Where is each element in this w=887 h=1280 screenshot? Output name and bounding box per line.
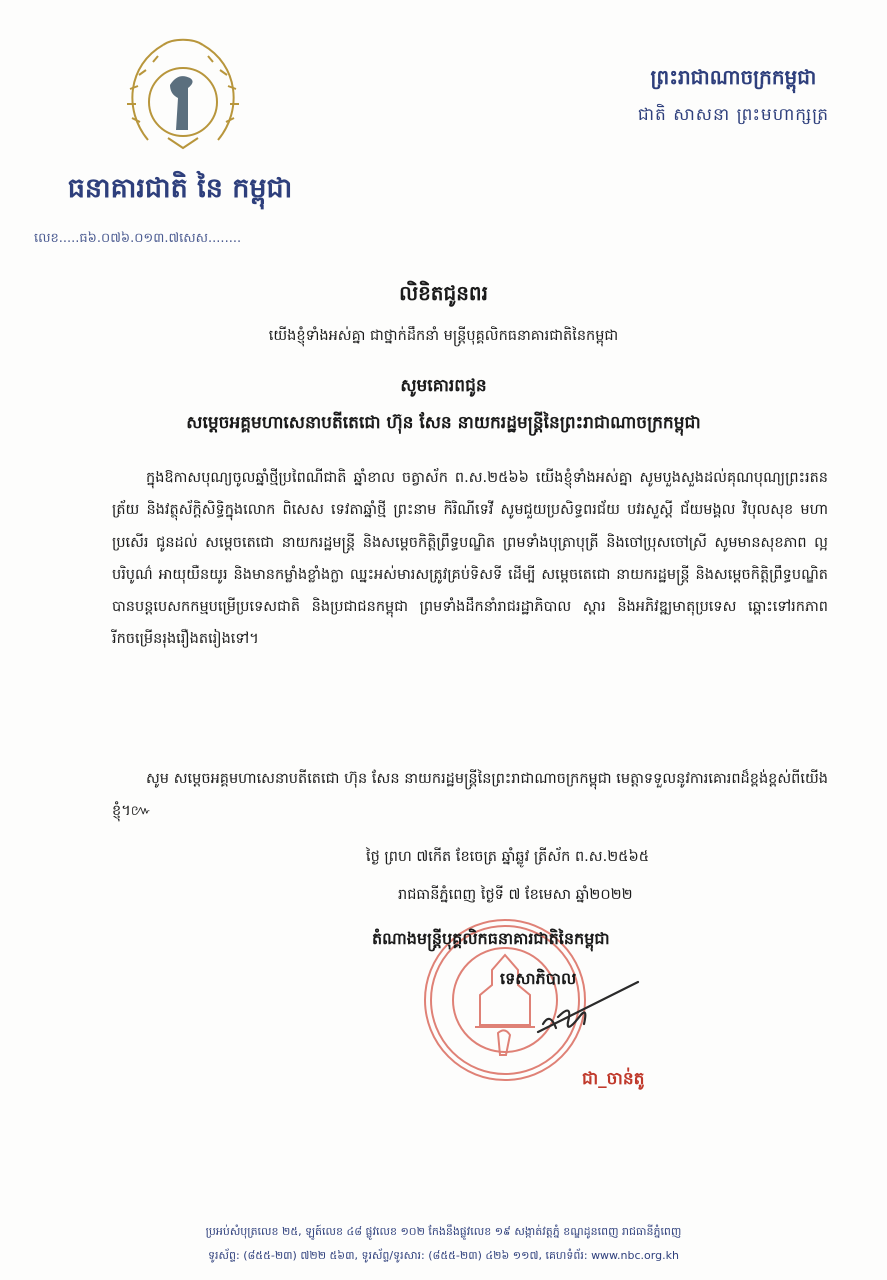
lunar-date: ថ្ងៃ ព្រហ ៧កើត ខែចេត្រ ឆ្នាំឆ្លូវ ត្រីស័ក ព.ស.២៥៦៥ [366, 849, 649, 865]
footer-contacts: ទូរស័ព្ទ: (៨៥៥-២៣) ៧២២ ៥៦៣, ទូរស័ព្ទ/ទូរសារ: (៨៥៥-២៣) ៤២៦ ១១៧, គេហទំព័រ: www.nbc.org.kh [208, 1249, 679, 1262]
signer-role: ទេសាភិបាល [500, 969, 577, 988]
letter-title: លិខិតជូនពរ [399, 281, 488, 305]
kingdom-header [638, 64, 829, 129]
body-paragraph-1: ក្នុងឱកាសបុណ្យចូលឆ្នាំថ្មីប្រពៃណីជាតិ ឆ្នាំខាល ចត្វាស័ក ព.ស.២៥៦៦ យើងខ្ញុំទាំងអស់គ្នា សូមបួងសួងដល់គុណបុណ្យព្រះរតនត្រ័យ និងវត្ថុស័ក្តិសិទ្ធិក្នុងលោក ពិសេស ទេវតាឆ្នាំថ្មី ព្រះនាម កិរិណីទេវី សូមជួយប្រសិទ្ធពរជ័យ បវរសួស្តី ជ័យមង្គល វិបុលសុខ មហាប្រសើរ ជូនដល់ សម្តេចតេជោ នាយករដ្ឋមន្ត្រី និងសម្តេចកិត្តិព្រឹទ្ធបណ្ឌិត ព្រមទាំងបុត្រាបុត្រី និងចៅប្រុសចៅស្រី សូមមានសុខភាព ល្អបរិបូណ៌ អាយុយឺនយូរ និងមានកម្លាំងខ្លាំងក្លា ឈ្នះអស់មារសត្រូវគ្រប់ទិសទី ដើម្បី សម្តេចតេជោ នាយករដ្ឋមន្ត្រី និងសម្តេចកិត្តិព្រឹទ្ធបណ្ឌិត បានបន្តបេសកកម្មបម្រើប្រទេសជាតិ និងប្រជាជនកម្ពុជា ព្រមទាំងដឹកនាំរាជរដ្ឋាភិបាល ស្តារ និងអភិវឌ្ឍមាតុប្រទេស ឆ្ពោះទៅរកភាពរីកចម្រើនរុងរឿងតរៀងទៅ។ [112, 470, 828, 648]
respect-line: សូមគោរពជូន [400, 376, 487, 396]
kingdom-name: ព្រះរាជាណាចក្រកម្ពុជា [650, 65, 817, 89]
reference-number: លេខ.....ធ៦.០៧៦.០១៣.៧សេស........ [34, 231, 242, 246]
bank-name: ធនាគារជាតិ នៃ កម្ពុជា [67, 173, 293, 204]
signer-title: តំណាងមន្ត្រីបុគ្គលិកធនាគារជាតិនៃកម្ពុជា [372, 929, 610, 948]
nbc-logo [118, 30, 248, 160]
handwritten-signature [518, 972, 658, 1042]
national-motto: ជាតិ សាសនា ព្រះមហាក្សត្រ [637, 105, 829, 125]
recipient-line: សម្តេចអគ្គមហាសេនាបតីតេជោ ហ៊ុន សែន នាយករដ្ឋមន្ត្រីនៃព្រះរាជាណាចក្រកម្ពុជា [186, 413, 701, 433]
solar-date: រាជធានីភ្នំពេញ ថ្ងៃទី ៧ ខែមេសា ឆ្នាំ២០២២ [398, 887, 633, 903]
footer-address: ប្រអប់សំបុត្រលេខ ២៥, ឡូត៍លេខ ៤៨ ផ្លូវលេខ ១០២ កែងនឹងផ្លូវលេខ ១៩ សង្កាត់វត្តភ្នំ ខណ្ឌដូនពេញ រាជធានីភ្នំពេញ [205, 1225, 682, 1238]
signer-name: ជា_ចាន់តូ [582, 1069, 645, 1089]
letter-intro: យើងខ្ញុំទាំងអស់គ្នា ជាថ្នាក់ដឹកនាំ មន្ត្រីបុគ្គលិកធនាគារជាតិនៃកម្ពុជា [268, 328, 619, 344]
body-paragraph-2: សូម សម្តេចអគ្គមហាសេនាបតីតេជោ ហ៊ុន សែន នាយករដ្ឋមន្ត្រីនៃព្រះរាជាណាចក្រកម្ពុជា មេត្តាទទួលនូវការគោរពដ៏ខ្ពង់ខ្ពស់ពីយើងខ្ញុំ។៚ [112, 771, 828, 820]
